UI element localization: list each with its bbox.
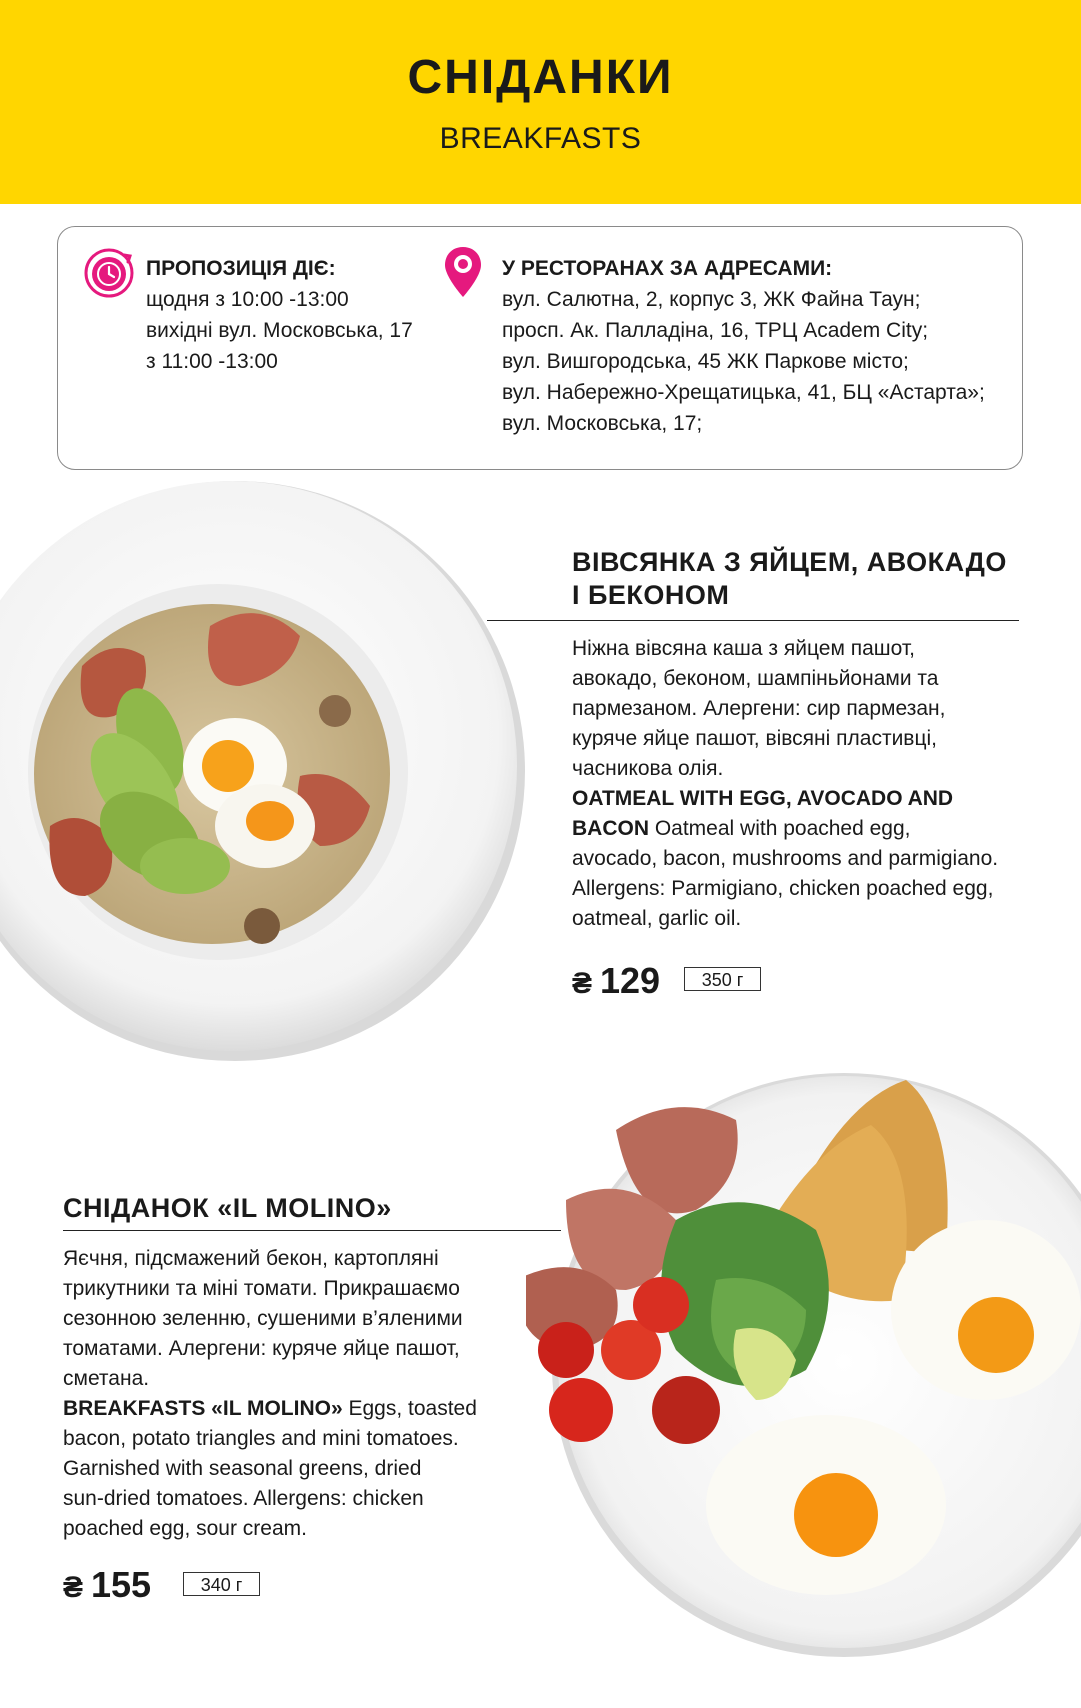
description-line: Eggs, toasted bbox=[342, 1397, 477, 1420]
dish-title-line: ВІВСЯНКА З ЯЙЦЕМ, АВОКАДО bbox=[572, 547, 1007, 577]
page-subtitle: BREAKFASTS bbox=[439, 122, 642, 155]
address-line: просп. Ак. Палладіна, 16, ТРЦ Academ City; bbox=[502, 319, 929, 342]
oatmeal-plate-image bbox=[0, 466, 530, 1066]
clock-icon bbox=[83, 247, 135, 299]
english-title-line: BACON bbox=[572, 817, 649, 840]
description-line: poached egg, sour cream. bbox=[63, 1517, 307, 1540]
dish-title bbox=[572, 546, 1007, 612]
price-value: 129 bbox=[600, 960, 661, 1001]
description-line: пармезаном. Алергени: сир пармезан, bbox=[572, 697, 946, 720]
dish-description bbox=[572, 634, 998, 934]
header-banner bbox=[0, 0, 1081, 204]
description-line: сезонною зеленню, сушеними в’яленими bbox=[63, 1307, 463, 1330]
description-line: сметана. bbox=[63, 1367, 150, 1390]
offer-heading: ПРОПОЗИЦІЯ ДІЄ: bbox=[146, 257, 336, 280]
address-line: вул. Набережно-Хрещатицька, 41, БЦ «Астарта»; bbox=[502, 381, 985, 404]
description-line: oatmeal, garlic oil. bbox=[572, 907, 742, 930]
weight-badge: 350 г bbox=[684, 967, 761, 991]
description-line: Ніжна вівсяна каша з яйцем пашот, bbox=[572, 637, 915, 660]
description-line: часникова олія. bbox=[572, 757, 724, 780]
location-pin-icon bbox=[442, 245, 484, 299]
description-line: авокадо, беконом, шампіньйонами та bbox=[572, 667, 939, 690]
info-box bbox=[57, 226, 1023, 470]
offer-line: вихідні вул. Московська, 17 bbox=[146, 319, 413, 342]
address-line: вул. Вишгородська, 45 ЖК Паркове місто; bbox=[502, 350, 909, 373]
weight-badge: 340 г bbox=[183, 1572, 260, 1596]
breakfast-plate-image bbox=[526, 1050, 1081, 1670]
english-title-line: BREAKFASTS «IL MOLINO» bbox=[63, 1397, 343, 1420]
currency-sign: ₴ bbox=[572, 967, 593, 1000]
locations-heading: У РЕСТОРАНАХ ЗА АДРЕСАМИ: bbox=[502, 257, 833, 280]
dish-description bbox=[63, 1244, 477, 1544]
dish-title bbox=[63, 1192, 392, 1225]
description-line: Oatmeal with poached egg, bbox=[649, 817, 911, 840]
price-value: 155 bbox=[91, 1564, 152, 1605]
description-line: Яєчня, підсмажений бекон, картопляні bbox=[63, 1247, 439, 1270]
description-line: bacon, potato triangles and mini tomatoes. bbox=[63, 1427, 459, 1450]
price bbox=[63, 1564, 151, 1606]
price bbox=[572, 960, 660, 1002]
description-line: Garnished with seasonal greens, dried bbox=[63, 1457, 422, 1480]
description-line: томатами. Алергени: куряче яйце пашот, bbox=[63, 1337, 460, 1360]
currency-sign: ₴ bbox=[63, 1571, 84, 1604]
description-line: sun-dried tomatoes. Allergens: chicken bbox=[63, 1487, 424, 1510]
offer-info bbox=[146, 253, 413, 377]
page-title: СНІДАНКИ bbox=[407, 51, 674, 104]
english-title-line: OATMEAL WITH EGG, AVOCADO AND bbox=[572, 787, 954, 810]
divider bbox=[63, 1230, 561, 1231]
dish-title-line: І БЕКОНОМ bbox=[572, 580, 730, 610]
address-line: вул. Московська, 17; bbox=[502, 412, 703, 435]
offer-line: з 11:00 -13:00 bbox=[146, 350, 278, 373]
divider bbox=[487, 620, 1019, 621]
description-line: трикутники та міні томати. Прикрашаємо bbox=[63, 1277, 460, 1300]
address-line: вул. Салютна, 2, корпус 3, ЖК Файна Таун; bbox=[502, 288, 921, 311]
dish-title-line: СНІДАНОК «IL MOLINO» bbox=[63, 1193, 392, 1223]
description-line: avocado, bacon, mushrooms and parmigiano. bbox=[572, 847, 999, 870]
locations-info bbox=[502, 253, 985, 439]
description-line: куряче яйце пашот, вівсяні пластивці, bbox=[572, 727, 937, 750]
offer-line: щодня з 10:00 -13:00 bbox=[146, 288, 349, 311]
description-line: Allergens: Parmigiano, chicken poached egg, bbox=[572, 877, 994, 900]
